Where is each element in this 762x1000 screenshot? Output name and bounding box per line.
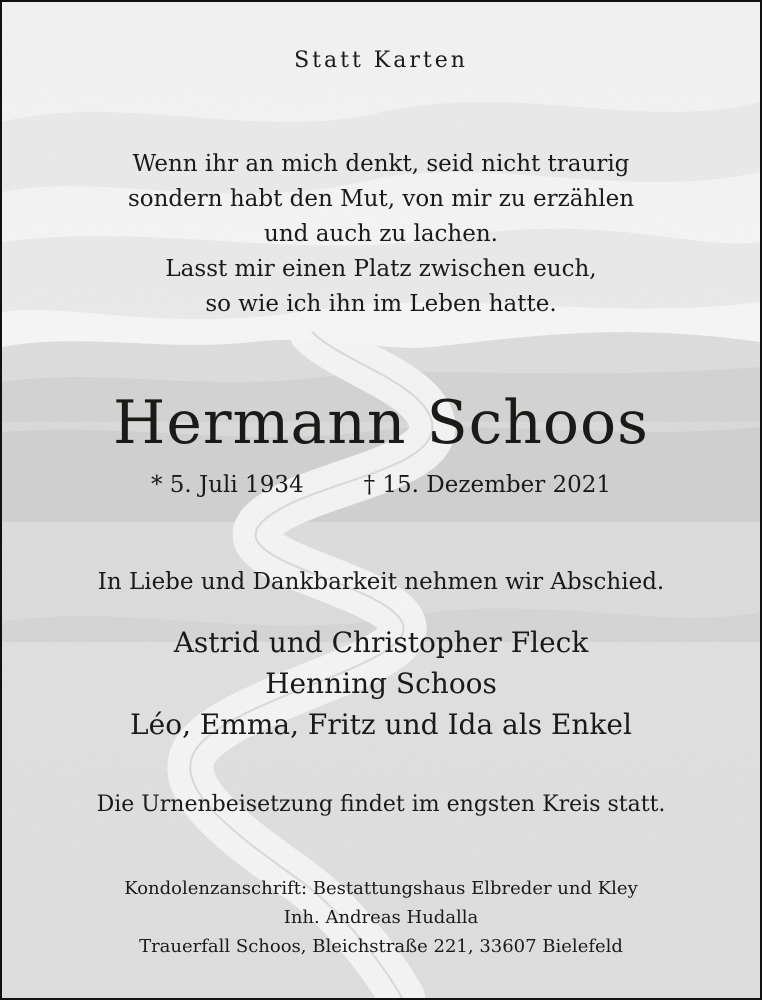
poem [2, 147, 760, 322]
mourner-line: Astrid und Christopher Fleck [173, 626, 589, 659]
notice-content [2, 2, 760, 998]
mourner-line: Henning Schoos [265, 667, 497, 700]
condolence-address [2, 874, 760, 961]
mourners-list [2, 622, 760, 745]
poem-line: sondern habt den Mut, von mir zu erzählen [127, 186, 635, 212]
poem-line: Wenn ihr an mich denkt, seid nicht traurig [132, 151, 630, 177]
burial-info: Die Urnenbeisetzung findet im engsten Kreis statt. [96, 792, 666, 817]
address-line: Trauerfall Schoos, Bleichstraße 221, 33607 Bielefeld [139, 936, 623, 957]
birth-date: * 5. Juli 1934 [150, 472, 304, 498]
poem-line: Lasst mir einen Platz zwischen euch, [165, 256, 597, 282]
farewell-text: In Liebe und Dankbarkeit nehmen wir Abschied. [97, 569, 665, 595]
death-date: † 15. Dezember 2021 [363, 472, 612, 498]
life-dates [2, 472, 760, 498]
address-line: Kondolenzanschrift: Bestattungshaus Elbreder und Kley [124, 878, 638, 899]
poem-line: und auch zu lachen. [264, 221, 498, 247]
header-text: Statt Karten [294, 48, 468, 73]
poem-line: so wie ich ihn im Leben hatte. [205, 291, 557, 317]
deceased-name: Hermann Schoos [113, 388, 649, 458]
mourner-line: Léo, Emma, Fritz und Ida als Enkel [130, 708, 632, 741]
address-line: Inh. Andreas Hudalla [283, 907, 479, 928]
